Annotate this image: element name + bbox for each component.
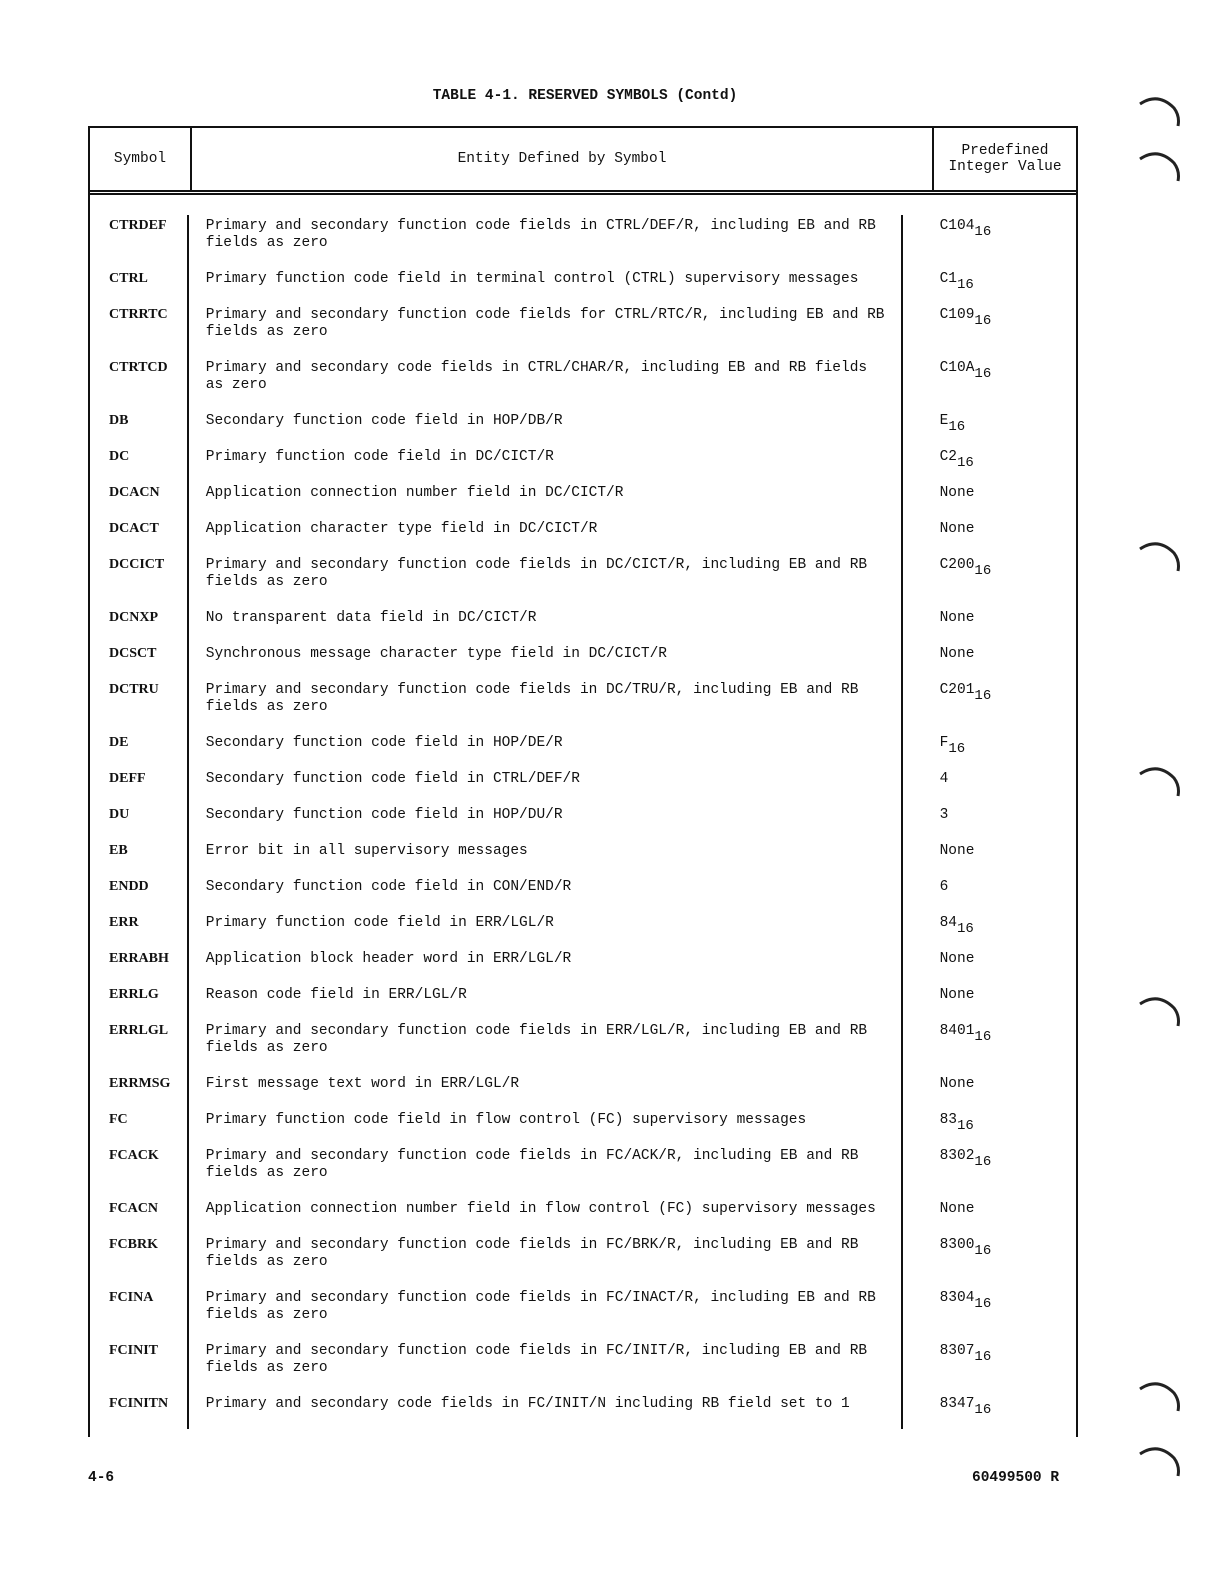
value-cell xyxy=(903,518,1076,554)
value-text: None xyxy=(939,485,975,501)
punch-mark-icon xyxy=(1138,145,1183,190)
value-text: 8347 xyxy=(939,1396,975,1412)
value-cell xyxy=(903,1234,1076,1287)
table-row xyxy=(90,482,1076,518)
value-base: 16 xyxy=(948,419,966,435)
entity-cell: Primary function code field in flow control (FC) supervisory messages xyxy=(189,1109,903,1145)
value-base: 16 xyxy=(948,741,966,757)
table-row xyxy=(90,554,1076,607)
table-row xyxy=(90,304,1076,357)
entity-cell: Primary and secondary function code fields in ERR/LGL/R, including EB and RB fields as zero xyxy=(189,1020,903,1073)
entity-cell: Application block header word in ERR/LGL/R xyxy=(189,948,903,984)
value-text: C10A xyxy=(939,360,975,376)
symbol-cell: FCINIT xyxy=(90,1340,189,1393)
value-text: C2 xyxy=(939,449,958,465)
value-cell xyxy=(903,304,1076,357)
entity-cell: Secondary function code field in HOP/DE/R xyxy=(189,732,903,768)
value-base: 16 xyxy=(957,277,974,293)
table-row xyxy=(90,1020,1076,1073)
value-cell xyxy=(903,1198,1076,1234)
value-cell xyxy=(903,1287,1076,1340)
value-text: 8304 xyxy=(939,1290,975,1306)
header-value: Predefined Integer Value xyxy=(948,143,1062,175)
entity-cell: Application connection number field in DC/CICT/R xyxy=(189,482,903,518)
value-text: None xyxy=(939,843,975,859)
table-row xyxy=(90,804,1076,840)
value-text: None xyxy=(939,646,975,662)
value-text: C109 xyxy=(939,307,975,323)
value-text: 3 xyxy=(939,807,949,823)
value-text: E xyxy=(939,413,949,429)
table-row xyxy=(90,679,1076,732)
value-text: C1 xyxy=(939,271,958,287)
table-row xyxy=(90,1340,1076,1393)
value-cell xyxy=(903,1145,1076,1198)
value-cell xyxy=(903,912,1076,948)
symbol-cell: DCACT xyxy=(90,518,189,554)
entity-cell: Secondary function code field in HOP/DU/R xyxy=(189,804,903,840)
value-cell xyxy=(903,1340,1076,1393)
value-base: 16 xyxy=(974,1296,992,1312)
value-text: None xyxy=(939,521,975,537)
value-cell xyxy=(903,554,1076,607)
symbol-cell: FCBRK xyxy=(90,1234,189,1287)
symbol-cell: CTRRTC xyxy=(90,304,189,357)
symbol-cell: DC xyxy=(90,446,189,482)
value-cell xyxy=(903,732,1076,768)
value-base: 16 xyxy=(974,366,992,382)
entity-cell: Primary and secondary function code fields for CTRL/RTC/R, including EB and RB fields as zero xyxy=(189,304,903,357)
value-base: 16 xyxy=(957,455,974,471)
entity-cell: First message text word in ERR/LGL/R xyxy=(189,1073,903,1109)
value-base: 16 xyxy=(974,1243,992,1259)
value-cell xyxy=(903,643,1076,679)
entity-cell: Primary and secondary function code fields in FC/INACT/R, including EB and RB fields as zero xyxy=(189,1287,903,1340)
punch-mark-icon xyxy=(1138,990,1183,1035)
value-text: 84 xyxy=(939,915,958,931)
value-cell xyxy=(903,876,1076,912)
symbol-cell: EB xyxy=(90,840,189,876)
entity-cell: Reason code field in ERR/LGL/R xyxy=(189,984,903,1020)
symbol-cell: DCACN xyxy=(90,482,189,518)
header-entity: Entity Defined by Symbol xyxy=(192,128,934,190)
entity-cell: Synchronous message character type field in DC/CICT/R xyxy=(189,643,903,679)
value-text: 8401 xyxy=(939,1023,975,1039)
symbol-cell: DU xyxy=(90,804,189,840)
value-cell xyxy=(903,840,1076,876)
symbol-cell: DE xyxy=(90,732,189,768)
value-base: 16 xyxy=(974,1402,992,1418)
value-cell xyxy=(903,410,1076,446)
value-text: None xyxy=(939,951,975,967)
symbol-cell: ERRABH xyxy=(90,948,189,984)
value-base: 16 xyxy=(974,1154,992,1170)
table-row xyxy=(90,518,1076,554)
value-cell xyxy=(903,679,1076,732)
table-body xyxy=(90,195,1076,1437)
symbol-cell: FCINA xyxy=(90,1287,189,1340)
table-header xyxy=(90,128,1076,195)
symbol-cell: FCINITN xyxy=(90,1393,189,1429)
symbol-cell: DB xyxy=(90,410,189,446)
value-cell xyxy=(903,1109,1076,1145)
value-cell xyxy=(903,357,1076,410)
entity-cell: Secondary function code field in HOP/DB/R xyxy=(189,410,903,446)
value-text: None xyxy=(939,1201,975,1217)
entity-cell: Primary and secondary function code fields in FC/BRK/R, including EB and RB fields as zero xyxy=(189,1234,903,1287)
value-cell xyxy=(903,804,1076,840)
entity-cell: Primary and secondary code fields in CTRL/CHAR/R, including EB and RB fields as zero xyxy=(189,357,903,410)
symbol-cell: DCNXP xyxy=(90,607,189,643)
value-cell xyxy=(903,948,1076,984)
value-text: None xyxy=(939,1076,975,1092)
value-base: 16 xyxy=(974,1029,992,1045)
value-base: 16 xyxy=(974,224,992,240)
reserved-symbols-table xyxy=(88,126,1078,1437)
table-row xyxy=(90,446,1076,482)
punch-mark-icon xyxy=(1138,760,1183,805)
value-cell xyxy=(903,1020,1076,1073)
table-title: TABLE 4-1. RESERVED SYMBOLS (Contd) xyxy=(432,88,738,104)
entity-cell: Primary and secondary function code fields in FC/ACK/R, including EB and RB fields as zero xyxy=(189,1145,903,1198)
value-cell xyxy=(903,768,1076,804)
table-row xyxy=(90,948,1076,984)
table-row xyxy=(90,268,1076,304)
symbol-cell: FC xyxy=(90,1109,189,1145)
table-row xyxy=(90,840,1076,876)
value-base: 16 xyxy=(974,688,992,704)
punch-mark-icon xyxy=(1138,1375,1183,1420)
symbol-cell: FCACK xyxy=(90,1145,189,1198)
page-number: 4-6 xyxy=(88,1470,115,1486)
symbol-cell: FCACN xyxy=(90,1198,189,1234)
table-row xyxy=(90,643,1076,679)
value-base: 16 xyxy=(957,1118,974,1134)
entity-cell: Application character type field in DC/CICT/R xyxy=(189,518,903,554)
table-row xyxy=(90,912,1076,948)
table-row xyxy=(90,768,1076,804)
entity-cell: Primary and secondary function code fields in FC/INIT/R, including EB and RB fields as zero xyxy=(189,1340,903,1393)
table-row xyxy=(90,215,1076,268)
value-text: None xyxy=(939,987,975,1003)
value-text: 83 xyxy=(939,1112,958,1128)
symbol-cell: ERRLGL xyxy=(90,1020,189,1073)
punch-mark-icon xyxy=(1138,1440,1183,1485)
value-text: 6 xyxy=(939,879,949,895)
symbol-cell: CTRL xyxy=(90,268,189,304)
table-row xyxy=(90,876,1076,912)
table-row xyxy=(90,1145,1076,1198)
symbol-cell: DCCICT xyxy=(90,554,189,607)
table-row xyxy=(90,357,1076,410)
symbol-cell: CTRDEF xyxy=(90,215,189,268)
value-text: C200 xyxy=(939,557,975,573)
table-row xyxy=(90,1287,1076,1340)
value-text: 4 xyxy=(939,771,949,787)
header-symbol: Symbol xyxy=(90,128,192,190)
value-text: 8300 xyxy=(939,1237,975,1253)
entity-cell: Primary and secondary function code fields in DC/TRU/R, including EB and RB fields as zero xyxy=(189,679,903,732)
value-text: C104 xyxy=(939,218,975,234)
entity-cell: Primary and secondary function code fields in DC/CICT/R, including EB and RB fields as zero xyxy=(189,554,903,607)
value-cell xyxy=(903,984,1076,1020)
table-row xyxy=(90,1198,1076,1234)
value-cell xyxy=(903,268,1076,304)
table-row xyxy=(90,607,1076,643)
value-base: 16 xyxy=(957,921,974,937)
value-text: 8302 xyxy=(939,1148,975,1164)
table-row xyxy=(90,984,1076,1020)
value-text: None xyxy=(939,610,975,626)
entity-cell: Error bit in all supervisory messages xyxy=(189,840,903,876)
value-text: F xyxy=(939,735,949,751)
symbol-cell: ERRLG xyxy=(90,984,189,1020)
entity-cell: Secondary function code field in CON/END/R xyxy=(189,876,903,912)
symbol-cell: DCTRU xyxy=(90,679,189,732)
table-row xyxy=(90,1234,1076,1287)
punch-mark-icon xyxy=(1138,90,1183,135)
symbol-cell: ERR xyxy=(90,912,189,948)
symbol-cell: DEFF xyxy=(90,768,189,804)
entity-cell: Primary function code field in DC/CICT/R xyxy=(189,446,903,482)
symbol-cell: ERRMSG xyxy=(90,1073,189,1109)
value-cell xyxy=(903,1393,1076,1429)
value-cell xyxy=(903,446,1076,482)
value-base: 16 xyxy=(974,1349,992,1365)
value-cell xyxy=(903,482,1076,518)
entity-cell: Application connection number field in flow control (FC) supervisory messages xyxy=(189,1198,903,1234)
entity-cell: No transparent data field in DC/CICT/R xyxy=(189,607,903,643)
table-row xyxy=(90,1109,1076,1145)
table-row xyxy=(90,1393,1076,1429)
value-base: 16 xyxy=(974,313,992,329)
symbol-cell: DCSCT xyxy=(90,643,189,679)
value-text: C201 xyxy=(939,682,975,698)
symbol-cell: CTRTCD xyxy=(90,357,189,410)
table-row xyxy=(90,732,1076,768)
table-row xyxy=(90,410,1076,446)
value-base: 16 xyxy=(974,563,992,579)
value-text: 8307 xyxy=(939,1343,975,1359)
symbol-cell: ENDD xyxy=(90,876,189,912)
value-cell xyxy=(903,607,1076,643)
entity-cell: Primary function code field in terminal control (CTRL) supervisory messages xyxy=(189,268,903,304)
table-row xyxy=(90,1073,1076,1109)
value-cell xyxy=(903,1073,1076,1109)
document-number: 60499500 R xyxy=(972,1470,1060,1486)
entity-cell: Primary and secondary function code fields in CTRL/DEF/R, including EB and RB fields as zero xyxy=(189,215,903,268)
value-cell xyxy=(903,215,1076,268)
entity-cell: Primary and secondary code fields in FC/INIT/N including RB field set to 1 xyxy=(189,1393,903,1429)
punch-mark-icon xyxy=(1138,535,1183,580)
entity-cell: Secondary function code field in CTRL/DEF/R xyxy=(189,768,903,804)
entity-cell: Primary function code field in ERR/LGL/R xyxy=(189,912,903,948)
